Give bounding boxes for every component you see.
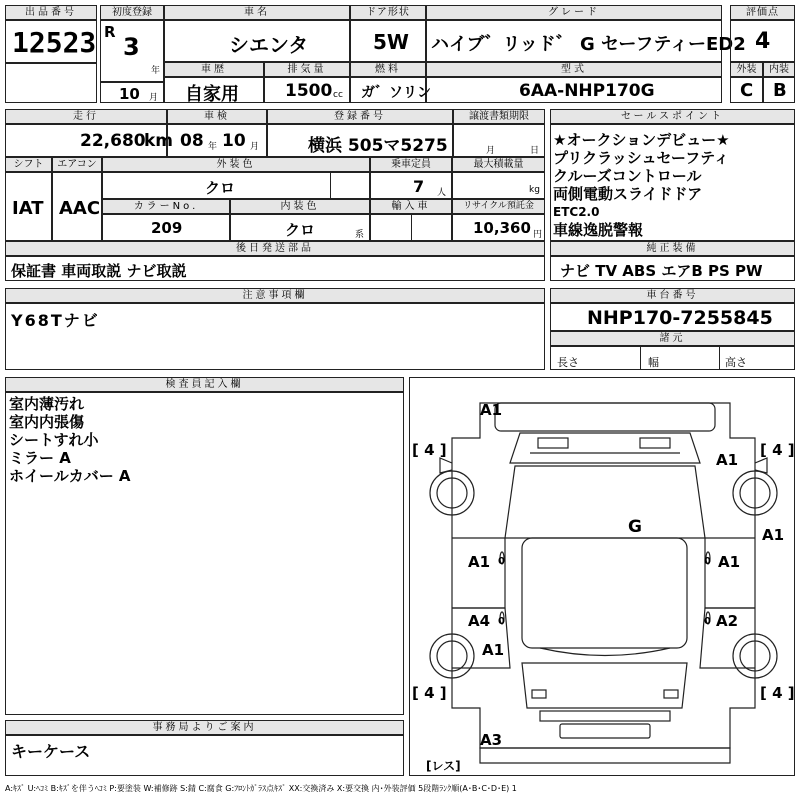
chassis-cell (550, 303, 795, 331)
km-unit: km (144, 131, 174, 151)
mileage: 22,680 (80, 131, 146, 151)
sales-point: ★オークションデビュー★ (553, 131, 730, 149)
first-reg-month-cell (100, 82, 164, 103)
recycle-cell (452, 214, 545, 241)
color: クロ (205, 179, 236, 197)
inspector-notes (5, 392, 404, 715)
car-name-label: 車名 (164, 5, 350, 20)
kg-unit: kg (529, 185, 540, 195)
inspector-label: 検査員記入欄 (5, 377, 404, 392)
yen-unit: 円 (533, 230, 543, 240)
ac-label: エアコン (52, 157, 102, 172)
door-cell (350, 20, 426, 62)
displacement-label: 排気量 (264, 62, 350, 77)
office-cell (5, 735, 404, 776)
notes: Y68Tナビ (11, 311, 100, 330)
mark-rear-bumper: A3 (480, 731, 503, 749)
sales-point: ETC2.0 (553, 205, 600, 219)
notes-label: 注意事項欄 (5, 288, 545, 303)
mileage-label: 走行 (5, 109, 167, 124)
kei-unit: 系 (355, 230, 365, 240)
inspector-line: ミラー A (9, 449, 71, 467)
year-unit: 年 (208, 142, 218, 152)
transfer-label: 譲渡書類期限 (453, 109, 545, 124)
transfer-day-unit: 日 (530, 146, 540, 156)
mark-left-quarter: A1 (482, 641, 505, 659)
equipment-cell (550, 256, 795, 281)
shift-label: シフト (5, 157, 52, 172)
lot-blank-cell (5, 63, 97, 103)
cc-unit: cc (333, 90, 343, 100)
sales-point: プリクラッシュセーフティ (553, 149, 729, 167)
mark-front-bumper: A1 (480, 401, 503, 419)
inspector-line: シートすれ小 (9, 431, 99, 449)
later-parts-cell (5, 256, 545, 281)
ac-cell (52, 172, 102, 241)
lot-number-cell (5, 20, 97, 63)
ext-label: 外装 (730, 62, 763, 77)
history-cell (164, 77, 264, 103)
recycle-label: リサイクル預託金 (452, 199, 545, 214)
mileage-cell (5, 124, 174, 157)
score-label: 評価点 (730, 5, 795, 20)
plate: 横浜 505マ5275 (308, 136, 448, 156)
displacement: 1500 (285, 81, 333, 101)
dims-divider (640, 346, 720, 370)
svg-text:0: 0 (704, 556, 711, 567)
lot-number: 12523 (12, 26, 97, 59)
length-label: 長さ (557, 356, 579, 369)
era: R (104, 23, 116, 41)
mark-right-rear-door: A2 (716, 612, 739, 630)
year-unit: 年 (151, 66, 161, 76)
recycle: 10,360 (473, 219, 531, 237)
height-label: 高さ (725, 356, 747, 369)
int-grade-cell (763, 77, 795, 103)
mark-spare: [レス] (426, 759, 461, 773)
inspection-month: 10 (222, 131, 246, 151)
capacity: 7 (413, 177, 425, 196)
inspector-line: 室内薄汚れ (9, 395, 85, 413)
fuel-cell (350, 77, 431, 103)
office-note: キーケース (11, 742, 91, 761)
first-reg-label: 初度登録 (100, 5, 164, 20)
plate-cell (267, 124, 453, 157)
first-reg-year-cell (100, 20, 164, 82)
chassis-label: 車台番号 (550, 288, 795, 303)
svg-text:0: 0 (498, 616, 505, 627)
month-unit: 月 (149, 93, 159, 103)
later-parts-label: 後日発送部品 (5, 241, 545, 256)
int-label: 内装 (763, 62, 795, 77)
model-cell (426, 77, 722, 103)
sales-points-label: セールスポイント (550, 109, 795, 124)
reg-month: 10 (119, 85, 140, 103)
capacity-cell (370, 172, 452, 199)
door: 5W (373, 30, 409, 54)
mark-left-front-door: A1 (468, 553, 491, 571)
transfer-month-unit: 月 (486, 146, 496, 156)
width-label: 幅 (648, 356, 659, 369)
person-unit: 人 (437, 188, 447, 198)
inspector-line: ホイールカバー A (9, 467, 131, 485)
capacity-label: 乗車定員 (370, 157, 452, 172)
equipment-label: 純正装備 (550, 241, 795, 256)
import-label: 輸入車 (370, 199, 452, 214)
sales-point: クルーズコントロール (553, 167, 702, 185)
ext-grade-cell (730, 77, 763, 103)
mark-right-fender: A1 (762, 526, 785, 544)
later-parts: 保証書 車両取説 ナビ取説 (11, 262, 187, 280)
transfer-cell (453, 124, 545, 157)
svg-text:0: 0 (498, 556, 505, 567)
colorno-cell (102, 214, 230, 241)
displacement-cell (264, 77, 350, 103)
ac: AAC (59, 198, 101, 219)
inspector-line: 室内内張傷 (9, 413, 85, 431)
door-label: ドア形状 (350, 5, 426, 20)
grade-label: グレード (426, 5, 722, 20)
history-label: 車歴 (164, 62, 264, 77)
int-grade: B (773, 80, 787, 101)
load-cell (452, 172, 545, 199)
office-label: 事務局よりご案内 (5, 720, 404, 735)
ext-grade: C (740, 80, 754, 101)
notes-cell (5, 303, 545, 370)
import-sub-cell (411, 214, 452, 241)
colorno-label: カラーNo. (102, 199, 230, 214)
dims-label: 諸元 (550, 331, 795, 346)
model: 6AA-NHP170G (519, 81, 655, 101)
equipment: ナビ TV ABS エアB PS PW (560, 262, 763, 280)
mark-windshield: G (628, 517, 642, 537)
int-color: クロ (285, 221, 316, 239)
inspection-year: 08 (180, 131, 204, 151)
score-cell (730, 20, 795, 62)
legend: A:ｷｽﾞ U:ﾍｺﾐ B:ｷｽﾞを伴うﾍｺﾐ P:要塗装 W:補修跡 S:錆 C:腐食 G:ﾌﾛﾝﾄｶﾞﾗｽ点ｷｽﾞ XX:交換済み X:要交換 内･外装評価 5段階ﾗﾝｸ順(A･B･C･D･E) 1 (5, 784, 517, 793)
lot-number-label: 出品番号 (5, 5, 97, 20)
grade: ハイブ゛リッド゛ G セーフティーED2 (431, 34, 746, 55)
reg-year: 3 (123, 33, 140, 61)
fuel: ガ゛ソリン (361, 85, 431, 101)
mark-left-front-tire: [ 4 ] (412, 441, 447, 459)
colorno: 209 (151, 219, 183, 237)
sales-point: 車線逸脱警報 (553, 221, 644, 239)
plate-label: 登録番号 (267, 109, 453, 124)
mark-right-front-tire: [ 4 ] (760, 441, 795, 459)
grade-cell (426, 20, 746, 62)
chassis-number: NHP170-7255845 (587, 307, 773, 329)
color-label: 外装色 (102, 157, 370, 172)
score: 4 (755, 29, 771, 54)
car-name-cell (164, 20, 350, 62)
model-label: 型式 (426, 62, 722, 77)
mark-left-rear-door: A4 (468, 612, 491, 630)
mark-left-rear-tire: [ 4 ] (412, 684, 447, 702)
month-unit: 月 (250, 142, 260, 152)
shift-cell (5, 172, 52, 241)
history: 自家用 (185, 84, 239, 105)
int-color-label: 内装色 (230, 199, 370, 214)
color-sub-cell (330, 172, 370, 199)
car-diagram-frame (409, 377, 795, 776)
sales-point: 両側電動スライドドア (553, 185, 703, 203)
inspection-cell (167, 124, 267, 157)
mark-right-front-door: A1 (718, 553, 741, 571)
fuel-label: 燃料 (350, 62, 426, 77)
inspection-label: 車検 (167, 109, 267, 124)
shift: IAT (12, 198, 44, 219)
mark-right-mirror: A1 (716, 451, 739, 469)
load-label: 最大積載量 (452, 157, 545, 172)
mark-right-rear-tire: [ 4 ] (760, 684, 795, 702)
car-diagram (410, 378, 796, 777)
int-color-cell (230, 214, 370, 241)
svg-text:0: 0 (704, 616, 711, 627)
car-name: シエンタ (229, 33, 309, 57)
sales-points-list (550, 124, 795, 241)
